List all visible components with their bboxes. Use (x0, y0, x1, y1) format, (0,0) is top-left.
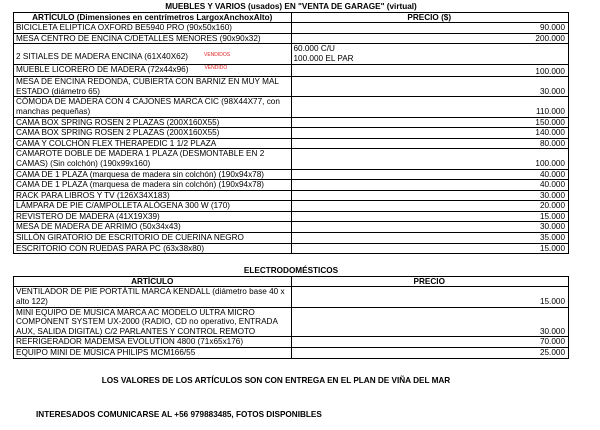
item-price: 80.000 (291, 138, 569, 149)
item-description-text: CAMA BOX SPRING ROSEN 2 PLAZAS (200X160X55) (16, 117, 220, 127)
item-description-text: BICICLETA ELIPTICA OXFORD BE5940 PRO (90x50x160) (16, 23, 232, 33)
table-row (14, 23, 569, 34)
table-row (14, 33, 569, 44)
item-price: 15.000 (291, 243, 569, 254)
item-description (14, 348, 292, 359)
item-description (14, 97, 292, 117)
contact-note: INTERESADOS COMUNICARSE AL +56 979883485, FOTOS DISPONIBLES (36, 410, 322, 419)
item-price: 90.000 (291, 23, 569, 34)
table-row (14, 211, 569, 222)
furniture-col-price: PRECIO ($) (291, 12, 569, 23)
item-price: 70.000 (291, 337, 569, 348)
item-description (14, 44, 292, 64)
item-description-text: CAMA Y COLCHÓN FLEX THERAPEDIC 1 1/2 PLAZA (16, 138, 217, 148)
item-description (14, 149, 292, 169)
item-price: 40.000 (291, 169, 569, 180)
item-description (14, 77, 292, 97)
item-description-text: MUEBLE LICORERO DE MADERA (72x44x96) (16, 64, 189, 74)
item-description (14, 23, 292, 34)
item-description-text: SILLÓN GIRATORIO DE ESCRITORIO DE CUERINA NEGRO (16, 233, 244, 243)
table-row (14, 149, 569, 169)
item-description (14, 190, 292, 201)
table-row (14, 307, 569, 337)
furniture-rows (14, 23, 569, 254)
item-price: 200.000 (291, 33, 569, 44)
item-description-text: CAMA DE 1 PLAZA (marquesa de madera sin colchón) (190x94x78) (16, 180, 265, 190)
item-description-text: CÓMODA DE MADERA CON 4 CAJONES MARCA CIC (98X44X77, con manchas pequeñas) (16, 97, 280, 116)
item-description (14, 287, 292, 307)
item-description (14, 201, 292, 212)
item-description-text: REVISTERO DE MADERA (41X19X39) (16, 211, 160, 221)
item-price: 100.000 (291, 64, 569, 77)
table-row (14, 77, 569, 97)
item-description-text: MESA DE ENCINA REDONDA, CUBIERTA CON BARNIZ EN MUY MAL ESTADO (diámetro 65) (16, 77, 279, 96)
item-description-text: EQUIPO MINI DE MÚSICA PHILIPS MCM166/55 (16, 348, 196, 357)
table-row (14, 337, 569, 348)
table-row (14, 117, 569, 128)
delivery-note: LOS VALORES DE LOS ARTÍCULOS SON CON ENTREGA EN EL PLAN DE VIÑA DEL MAR (101, 376, 451, 385)
sold-label: VENDIDOS (204, 51, 231, 58)
appliances-col-price: PRECIO (291, 276, 569, 287)
item-price: 20.000 (291, 201, 569, 212)
item-price: 140.000 (291, 128, 569, 139)
item-description (14, 337, 292, 348)
appliances-col-item: ARTÍCULO (14, 276, 292, 287)
item-description (14, 222, 292, 233)
item-description (14, 211, 292, 222)
item-description (14, 128, 292, 139)
item-price: 40.000 (291, 180, 569, 191)
item-description-text: CAMA DE 1 PLAZA (marquesa de madera sin colchón) (190x94x78) (16, 169, 265, 179)
appliances-title: ELECTRODOMÉSTICOS (243, 266, 339, 276)
item-price: 150.000 (291, 117, 569, 128)
furniture-col-item: ARTÍCULO (Dimensiones en centrímetros LargoxAnchoxAlto) (14, 12, 292, 23)
item-description (14, 138, 292, 149)
item-description (14, 64, 292, 77)
item-description-text: MESA DE MADERA DE ARRIMO (50x34x43) (16, 222, 181, 232)
item-description-text: MINI EQUIPO DE MUSICA MARCA AC MODELO ULTRA MICRO COMPONENT SYSTEM UX-2000 (RADIO, CD no operativo, ENTRADA AUX, SALIDA DIGITAL) C/2 PARLANTES Y CONTROL REMOTO (16, 307, 278, 336)
appliances-table (13, 266, 569, 358)
item-price: 15.000 (291, 211, 569, 222)
table-row (14, 348, 569, 359)
item-description (14, 243, 292, 254)
item-price: 15.000 (291, 287, 569, 307)
item-price: 30.000 (291, 222, 569, 233)
table-row (14, 180, 569, 191)
furniture-table (13, 2, 569, 254)
table-row (14, 169, 569, 180)
item-description-text: VENTILADOR DE PIE PORTÁTIL MARCA KENDALL (diámetro base 40 x alto 122) (16, 287, 285, 307)
item-description (14, 117, 292, 128)
item-description-text: RACK PARA LIBROS Y TV (126X34X183) (16, 190, 170, 200)
table-row (14, 233, 569, 244)
item-description-text: LÁMPARA DE PIE C/AMPOLLETA ALÓGENA 300 W (170) (16, 201, 231, 211)
table-row (14, 128, 569, 139)
item-description-text: MESA CENTRO DE ENCINA C/DETALLES MENORES (90x90x32) (16, 33, 261, 43)
item-price: 100.000 (291, 149, 569, 169)
item-price: 25.000 (291, 348, 569, 359)
item-price: 30.000 (291, 190, 569, 201)
item-description-text: CAMA BOX SPRING ROSEN 2 PLAZAS (200X160X55) (16, 128, 220, 138)
table-row (14, 190, 569, 201)
item-description-text: CAMAROTE DOBLE DE MADERA 1 PLAZA (DESMONTABLE EN 2 CAMAS) (Sin colchón) (190x99x160) (16, 149, 265, 168)
item-description (14, 233, 292, 244)
appliances-rows (14, 287, 569, 358)
item-description (14, 169, 292, 180)
item-price: 110.000 (291, 97, 569, 117)
item-price: 30.000 (291, 307, 569, 337)
item-price: 60.000 C/U 100.000 EL PAR (291, 44, 569, 64)
furniture-sheet (13, 2, 569, 359)
table-row (14, 243, 569, 254)
table-row (14, 64, 569, 77)
furniture-title: MUEBLES Y VARIOS (usados) EN "VENTA DE GARAGE" (virtual) (165, 2, 417, 11)
table-row (14, 222, 569, 233)
item-description-text: ESCRITORIO CON RUEDAS PARA PC (63x38x80) (16, 243, 205, 253)
item-description-text: 2 SITIALES DE MADERA ENCINA (61X40X62) (16, 51, 189, 61)
table-row (14, 287, 569, 307)
item-price: 30.000 (291, 77, 569, 97)
table-row (14, 44, 569, 64)
table-row (14, 201, 569, 212)
item-description (14, 33, 292, 44)
table-row (14, 97, 569, 117)
sold-label: VENDIDO (204, 64, 228, 71)
item-price: 35.000 (291, 233, 569, 244)
item-description-text: REFRIGERADOR MADEMSA EVOLUTION 4800 (71x65x176) (16, 337, 244, 347)
item-description (14, 307, 292, 337)
item-description (14, 180, 292, 191)
table-row (14, 138, 569, 149)
